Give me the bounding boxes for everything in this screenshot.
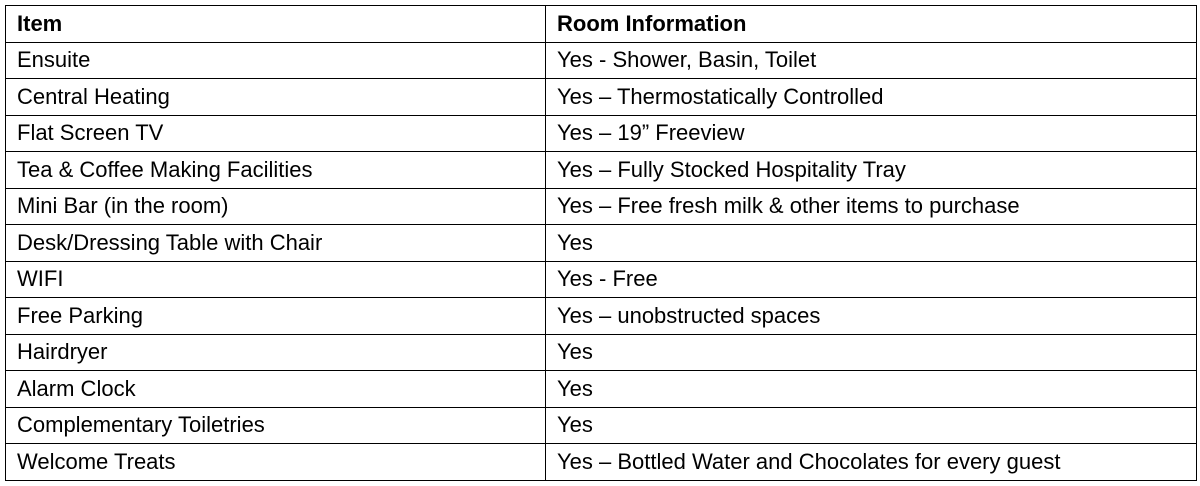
room-information-cell: Yes [546, 407, 1197, 444]
item-cell: Free Parking [6, 298, 546, 335]
room-information-cell: Yes - Shower, Basin, Toilet [546, 42, 1197, 79]
item-cell: Ensuite [6, 42, 546, 79]
table-body [6, 42, 1197, 480]
table-row [6, 152, 1197, 189]
room-information-cell: Yes [546, 334, 1197, 371]
table-row [6, 334, 1197, 371]
item-cell: Flat Screen TV [6, 115, 546, 152]
table-row [6, 115, 1197, 152]
item-cell: Hairdryer [6, 334, 546, 371]
room-information-cell: Yes – Free fresh milk & other items to purchase [546, 188, 1197, 225]
room-information-cell: Yes - Free [546, 261, 1197, 298]
room-information-cell: Yes – Fully Stocked Hospitality Tray [546, 152, 1197, 189]
room-information-cell: Yes – Thermostatically Controlled [546, 79, 1197, 116]
room-information-cell: Yes – 19” Freeview [546, 115, 1197, 152]
item-cell: Alarm Clock [6, 371, 546, 408]
table-row [6, 79, 1197, 116]
column-header-room-information: Room Information [546, 6, 1197, 43]
item-cell: Central Heating [6, 79, 546, 116]
item-cell: Complementary Toiletries [6, 407, 546, 444]
item-cell: Tea & Coffee Making Facilities [6, 152, 546, 189]
table-row [6, 407, 1197, 444]
table-row [6, 188, 1197, 225]
table-header-row [6, 6, 1197, 43]
column-header-item: Item [6, 6, 546, 43]
item-cell: WIFI [6, 261, 546, 298]
table-row [6, 225, 1197, 262]
table-row [6, 371, 1197, 408]
item-cell: Mini Bar (in the room) [6, 188, 546, 225]
table-row [6, 42, 1197, 79]
room-information-cell: Yes [546, 371, 1197, 408]
item-cell: Welcome Treats [6, 444, 546, 481]
table-row [6, 444, 1197, 481]
table-row [6, 298, 1197, 335]
room-information-cell: Yes [546, 225, 1197, 262]
room-information-cell: Yes – unobstructed spaces [546, 298, 1197, 335]
table-row [6, 261, 1197, 298]
room-information-table [5, 5, 1197, 481]
room-information-cell: Yes – Bottled Water and Chocolates for every guest [546, 444, 1197, 481]
item-cell: Desk/Dressing Table with Chair [6, 225, 546, 262]
